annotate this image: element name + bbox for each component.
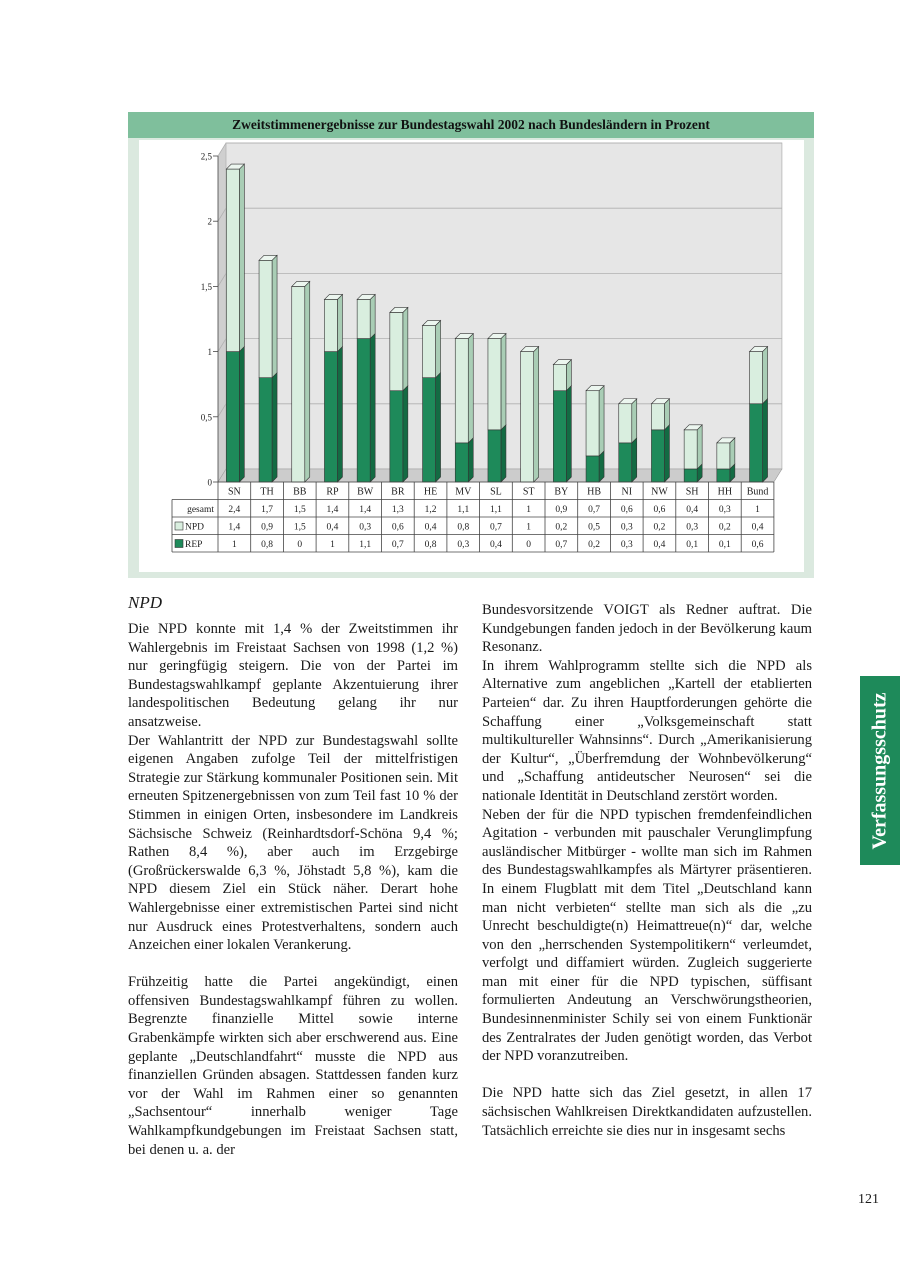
rep-bar [684,469,697,482]
rep-bar [586,456,599,482]
npd-bar-side [436,321,441,378]
rep-bar [717,469,730,482]
rep-bar-side [468,438,473,482]
table-cell: 0,7 [490,522,502,533]
table-cell: 0,4 [751,522,764,533]
y-tick-label: 0,5 [200,412,212,423]
paragraph: Die NPD konnte mit 1,4 % der Zweitstimmen ihr Wahlergebnis im Freistaat Sachsen von 1998 (1,2 %) nur geringfügig steigern. Die von der Partei im Bundestagswahlkampf geplante Akzentuierung ihrer landespolitischen Bedeutung gelang ihr nur ansatzweise. [128,621,458,730]
table-cell: 0,6 [653,505,666,515]
rep-bar-side [239,347,244,482]
table-cell: 1,2 [424,505,437,515]
y-tick-label: 2 [207,216,212,227]
table-cell: 0,2 [718,522,731,533]
rep-bar [390,391,403,482]
rep-bar [750,404,763,482]
category-label: BB [293,486,307,498]
npd-bar-side [370,294,375,338]
npd-bar [226,169,239,352]
rep-bar [455,443,468,482]
category-label: SL [490,486,502,498]
npd-bar [455,339,468,443]
table-cell: 1 [755,505,760,515]
y-tick-label: 1,5 [200,281,212,292]
category-label: HE [423,486,438,498]
npd-bar [324,299,337,351]
table-cell: 1,4 [228,522,241,533]
npd-bar [521,352,534,482]
category-label: ST [522,486,535,498]
section-tab-label: Verfassungsschutz [868,691,891,850]
npd-bar-side [534,347,539,482]
section-heading: NPD [128,593,162,612]
category-label: SN [227,486,241,498]
paragraph: In ihrem Wahlprogramm stellte sich die NPD als Alternative zum angeblichen „Kartell der etablierten Parteien“ dar. Zu ihren Hauptforderungen gehörte die Schaffung einer „Volksgemeinschaft statt multikultureller Wahnsinns“. Durch „Amerikanisierung der Kultur“, „Überfremdung der Wohnbevölkerung“ und „Schaffung antideutscher Neurosen“ sei die nationale Identität in Deutschland zerstört worden. [482,657,812,804]
table-cell: 1 [526,522,532,533]
category-label: HB [587,486,602,498]
table-cell: 1,7 [261,505,273,515]
npd-bar [750,352,763,404]
table-cell: 0,3 [686,522,699,533]
rep-bar [488,430,501,482]
npd-bar [423,326,436,378]
npd-bar [553,365,566,391]
npd-bar [259,260,272,377]
rep-bar-side [337,347,342,482]
paragraph: Neben der für die NPD typischen fremdenfeindlichen Agitation - verbunden mit pauschaler Verunglimpfung ausländischer Mitbürger - wollte man sich im Rahmen des Bundestagswahlkampfes als Märtyrer präsentieren. In einem Flugblatt mit dem Titel „Deutschland kann man nicht verbieten“ stellte man sich als die „zu Unrecht beschuldigte(n) Heimattreue(n)“ dar, welche von den „herrschenden Systempolitikern“ verleumdet, verfolgt und diffamiert würden. Zugleich suggerierte man mit einer für die NPD typischen, süffisant formulierten Andeutung an Verschwörungstheorien, Bundesinnenminister Schily sei von einem Funktionär des Zentralrates der Juden genötigt worden, das Verbot der NPD voranzutreiben. [482,806,812,1065]
table-cell: 1 [330,540,335,550]
table-cell: 0,4 [686,505,699,515]
table-cell: 1,5 [293,505,306,515]
table-cell: 1,1 [457,505,470,515]
table-cell: 0,2 [653,522,666,533]
legend-swatch-npd [175,522,183,530]
table-cell: 0,8 [261,540,273,550]
rep-bar-side [272,373,277,482]
rep-bar [651,430,664,482]
table-cell: 0,6 [751,540,764,550]
table-cell: 1 [231,540,237,550]
rep-bar [226,352,239,482]
paragraph: Frühzeitig hatte die Partei angekündigt, einen offensiven Bundestagswahlkampf führen zu wollen. Begrenzte finanzielle Mittel sowie interne Grabenkämpfe wirkten sich aber erschwerend aus. Eine geplante „Deutschlandfahrt“ musste die NPD aus finanziellen Gründen absagen. Stattdessen fanden kurz vor der Wahl im Rahmen einer so genannten „Sachsentour“ innerhalb weniger Tage Wahlkampfkundgebungen im Freistaat Sachsen statt, bei denen u. a. der [128,974,458,1158]
table-cell: 0,3 [620,540,633,550]
table-cell: 1,4 [359,505,372,515]
table-cell: 0,5 [588,522,600,533]
npd-bar-side [305,281,310,482]
npd-bar [651,404,664,430]
section-tab [860,676,900,865]
table-cell: 0,3 [457,540,470,550]
category-label: BY [554,486,569,498]
y-tick-label: 2,5 [200,151,212,162]
npd-bar-side [599,386,604,456]
left-text-column [128,620,458,1159]
npd-bar [684,430,697,469]
table-cell: 0,4 [424,522,437,533]
table-cell: 0,4 [490,540,502,550]
npd-bar [717,443,730,469]
table-cell: 1 [526,505,532,515]
category-label: Bund [746,486,769,498]
table-cell: 0,7 [588,505,600,515]
table-cell: 1,3 [391,505,404,515]
table-cell: 1,1 [359,540,372,550]
rep-bar-side [763,399,768,482]
table-cell: 0,2 [588,540,600,550]
category-label: SH [685,486,699,498]
table-cell: 0,8 [457,522,470,533]
category-label: BR [391,486,405,498]
table-cell: 0,1 [686,540,699,550]
table-cell: 0,4 [653,540,666,550]
rep-bar-side [566,386,571,482]
rep-bar-side [370,334,375,482]
npd-bar-side [763,347,768,404]
npd-bar-side [272,255,277,377]
category-label: RP [326,486,339,498]
bar-chart [139,140,804,572]
npd-bar [292,286,305,482]
rep-bar-side [664,425,669,482]
rep-bar [423,378,436,482]
table-cell: 0,7 [555,540,568,550]
category-label: NI [621,486,633,498]
rep-bar [357,339,370,482]
npd-bar-side [403,307,408,390]
y-tick-label: 1 [207,347,212,358]
table-cell: 0,1 [718,540,731,550]
npd-bar [586,391,599,456]
table-cell: 0,9 [261,522,273,533]
npd-bar-side [468,334,473,443]
page-number: 121 [858,1192,879,1207]
npd-bar-side [697,425,702,469]
category-label: TH [260,486,274,498]
paragraph: Die NPD hatte sich das Ziel gesetzt, in allen 17 sächsischen Wahlkreisen Direktkandidaten aufzustellen. Tatsächlich erreichte sie dies nur in insgesamt sechs [482,1085,812,1139]
npd-bar-side [239,164,244,352]
rep-bar [553,391,566,482]
npd-bar-side [632,399,637,443]
table-cell: 0,6 [391,522,404,533]
table-row-label: gesamt [187,505,214,515]
table-cell: 1,1 [490,505,502,515]
table-cell: 0,3 [359,522,372,533]
table-cell: 0,7 [391,540,404,550]
table-cell: 0,2 [555,522,568,533]
table-cell: 0,3 [620,522,633,533]
category-label: BW [357,486,374,498]
chart-panel [139,140,804,572]
rep-bar-side [501,425,506,482]
rep-bar [619,443,632,482]
npd-bar [357,299,370,338]
table-cell: 2,4 [228,505,241,515]
npd-bar [488,339,501,430]
table-cell: 1,5 [293,522,306,533]
table-cell: 0 [297,540,303,550]
table-cell: 0,9 [555,505,568,515]
table-cell: 0 [526,540,532,550]
npd-bar-side [501,334,506,430]
rep-bar [259,378,272,482]
paragraph: Der Wahlantritt der NPD zur Bundestagswahl sollte eigenen Angaben zufolge Teil der mittelfristigen Strategie zur Stärkung kommunaler Positionen sein. Mit erneuten Spitzenergebnissen von zum Teil fast 10 % der Stimmen in einigen Orten, insbesondere im Landkreis Sächsische Schweiz (Reinhardtsdorf-Schöna 9,4 %; Rathen 8,4 %), aber auch im Erzgebirge (Großrückerswalde 6,3 %, Jöhstadt 5,8 %), kam die NPD diesem Ziel ein Stück näher. Derart hohe Wahlergebnisse einer extremistischen Partei sind nicht nur Ausdruck eines Protestverhaltens, sondern auch Anzeichen einer lokalen Verankerung. [128,732,458,954]
table-cell: 1,4 [326,505,339,515]
chart-title: Zweitstimmenergebnisse zur Bundestagswahl 2002 nach Bundesländern in Prozent [128,112,814,138]
category-label: MV [455,486,472,498]
npd-bar [390,312,403,390]
right-text-column [482,601,812,1140]
table-row-label: REP [185,540,203,550]
npd-bar-side [337,294,342,351]
npd-bar [619,404,632,443]
table-cell: 0,4 [326,522,339,533]
table-cell: 0,6 [620,505,633,515]
table-row-label: NPD [185,522,205,533]
rep-bar-side [632,438,637,482]
y-tick-label: 0 [207,477,212,488]
rep-bar [324,352,337,482]
table-cell: 0,8 [424,540,437,550]
chart-figure [128,112,814,578]
plot-side-wall [218,143,226,482]
rep-bar-side [403,386,408,482]
category-label: HH [717,486,733,498]
table-cell: 0,3 [718,505,731,515]
paragraph: Bundesvorsitzende VOIGT als Redner auftrat. Die Kundgebungen fanden jedoch in der Bevölkerung kaum Resonanz. [482,602,812,656]
category-label: NW [651,486,668,498]
legend-swatch-rep [175,540,183,548]
rep-bar-side [436,373,441,482]
